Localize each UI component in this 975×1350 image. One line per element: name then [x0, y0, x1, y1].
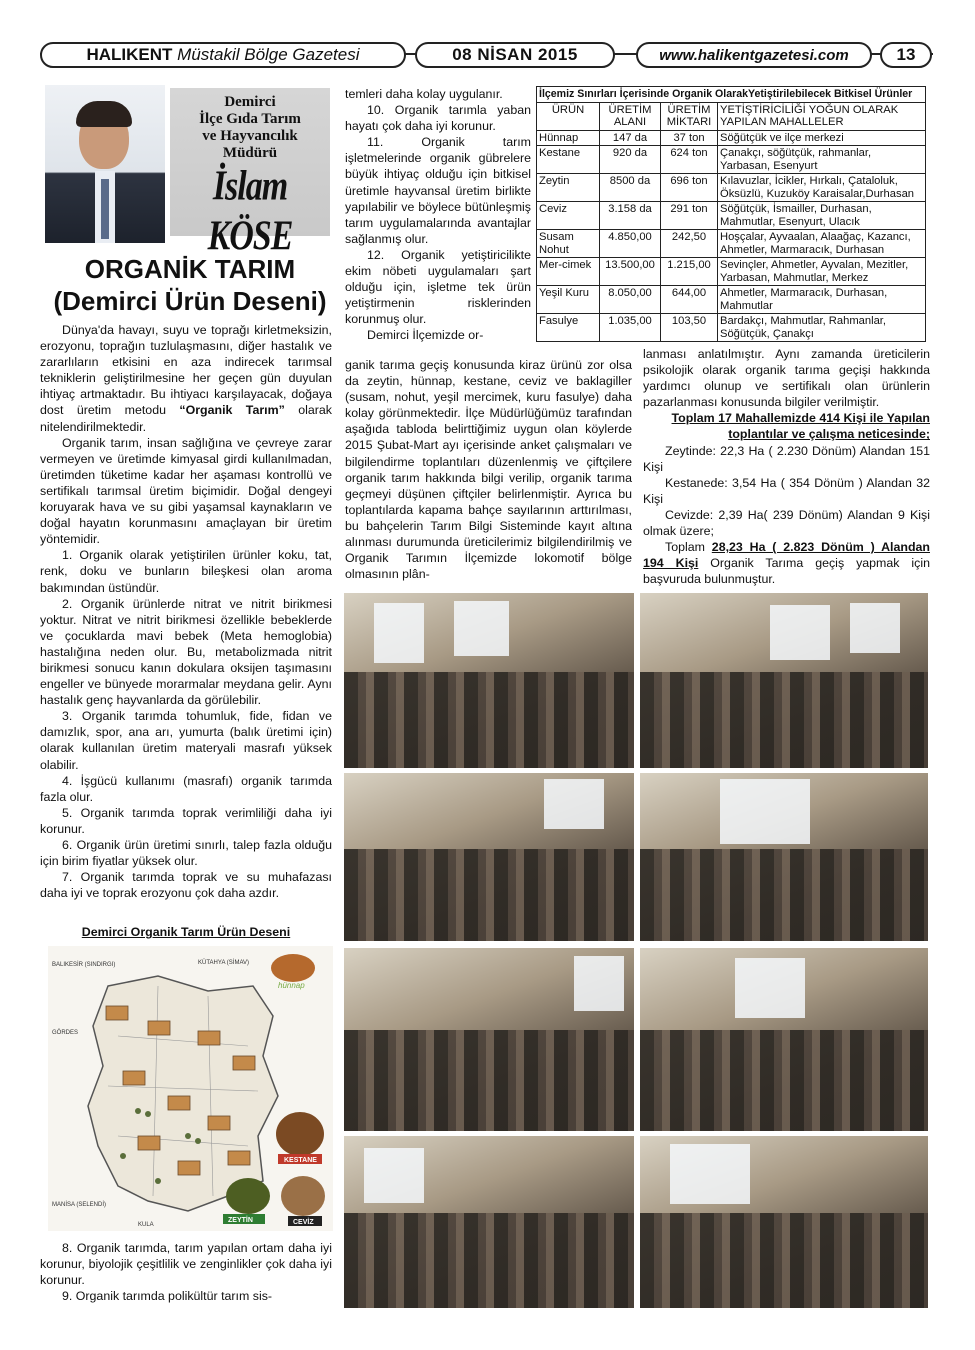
- col2-line-1: temleri daha kolay uygulanır.: [345, 87, 503, 101]
- th-area: ÜRETİM ALANI: [600, 102, 661, 130]
- article-column-3: [643, 346, 930, 587]
- marker: [168, 1096, 190, 1110]
- map-title: Demirci Organik Tarım Ürün Deseni: [81, 925, 291, 939]
- intro-tail: olarak nitelendirilmektedir.: [40, 403, 332, 434]
- cell-villages: Hoşçalar, Ayvaalan, Alaağaç, Kazancı, Ahmetler, Marmaracık, Durhasan: [718, 230, 926, 258]
- profile-photo: [45, 85, 165, 243]
- brand-subtitle: Müstakil Bölge Gazetesi: [177, 45, 360, 64]
- cell-villages: Söğütçük, İsmailler, Durhasan, Mahmutlar, Esenyurt, Ulacık: [718, 202, 926, 230]
- profile-caption-4: Müdürü: [222, 145, 278, 161]
- cell-villages: Sevinçler, Ahmetler, Ayvalan, Mezitler, Yarbasan, Mahmutlar, Merkez: [718, 258, 926, 286]
- col3-total-suffix: Organik Tarıma geçiş yapmak için başvuruda bulunmuştur.: [643, 556, 930, 587]
- meeting-photo-7: [344, 1136, 634, 1308]
- point-11: 11. Organik tarım işletmelerinde organik gübrelere büyük ihtiyaç olduğu için bitkisel üretimle hayvansal üretim birlikte yapılabilir ve böylece bütünleşmiş tarım uygulamalarında avantajlar sağlanmış olur.: [345, 135, 531, 246]
- col3-item-zeytin: Zeytinde: 22,3 Ha ( 2.230 Dönüm) Alandan 151 Kişi: [643, 443, 930, 474]
- article-title-line2: (Demirci Ürün Deseni): [53, 286, 327, 316]
- point-3: 3. Organik tarımda tohumluk, fide, fidan ve damızlık, spor, ana arı, yumurta (balık üretimi için) olarak kullanılan üretim materyali masrafı yüksek olabilir.: [40, 709, 332, 772]
- profile-caption-box: [170, 88, 330, 260]
- cell-villages: Kılavuzlar, İcikler, Hırkalı, Çataloluk, Öksüzlü, Kuzuköy Karaisalar,Durhasan: [718, 174, 926, 202]
- page-number: 13: [896, 45, 916, 64]
- cell-villages: Bardakçı, Mahmutlar, Rahmanlar, Söğütçük, Çanakçı: [718, 314, 926, 342]
- website-box: [636, 42, 872, 68]
- organic-term: “Organik Tarım”: [179, 403, 285, 418]
- marker: [198, 1031, 220, 1045]
- marker: [123, 1071, 145, 1085]
- cell-product: Fasulye: [537, 314, 600, 342]
- point-1: 1. Organik olarak yetiştirilen ürünler koku, tat, renk, doku ve bunların bileşkesi olan aroma bakımından üstündür.: [40, 548, 332, 595]
- cell-villages: Çanakçı, söğütçük, rahmanlar, Yarbasan, Esenyurt: [718, 146, 926, 174]
- article-title-line1: ORGANİK TARIM: [84, 254, 296, 284]
- table-row: [537, 314, 926, 342]
- table-row: [537, 146, 926, 174]
- table-row: [537, 286, 926, 314]
- map-label-zeytin: ZEYTİN: [228, 1217, 253, 1224]
- website-link[interactable]: www.halikentgazetesi.com: [659, 46, 849, 64]
- meeting-photo-1: [344, 593, 634, 768]
- point-8: 8. Organik tarımda, tarım yapılan ortam daha iyi korunur, biyolojik çeşitlilik ve zenginlikler çok daha iyi korunur.: [40, 1241, 332, 1288]
- profile-name: İslam KÖSE: [207, 163, 293, 260]
- definition-paragraph: Organik tarım, insan sağlığına ve çevreye zarar vermeyen ve üretimde kimyasal girdi kullanılmadan, üretimden tüketime kadar her aşaması kontrollü ve sertifikalı tarımsal üretim biçimidir. Doğal dengeyi koruyarak hava ve su gibi yaşamsal kaynakların ve doğal hayatın korunmasını amaçlayan bir üretim yöntemidir.: [40, 435, 332, 547]
- cell-amount: 37 ton: [661, 130, 718, 146]
- organic-products-table: [536, 86, 926, 342]
- cell-area: 920 da: [600, 146, 661, 174]
- article-column-2-wide: [345, 357, 632, 582]
- cell-amount: 644,00: [661, 286, 718, 314]
- map-label-kula: KULA: [138, 1222, 154, 1228]
- page-number-box: [880, 42, 932, 68]
- table-row: [537, 130, 926, 146]
- meeting-photo-4: [640, 773, 928, 941]
- brand-name: HALIKENT: [86, 45, 173, 64]
- masthead-box: [40, 42, 406, 68]
- point-6: 6. Organik ürün üretimi sınırlı, talep fazla olduğu için birim fiyatlar yüksek olur.: [40, 838, 332, 869]
- article-column-2: [345, 86, 531, 344]
- th-product: ÜRÜN: [537, 102, 600, 130]
- map-label-balikesir: BALIKESİR (SINDIRGI): [52, 962, 116, 968]
- product-map: [48, 946, 333, 1231]
- cell-area: 8500 da: [600, 174, 661, 202]
- map-label-gordes: GÖRDES: [52, 1030, 79, 1036]
- cell-villages: Söğütçük ve ilçe merkezi: [718, 130, 926, 146]
- zeytin-image: [226, 1178, 270, 1214]
- map-graphic: [48, 946, 333, 1231]
- table-row: [537, 174, 926, 202]
- meeting-photo-5: [344, 948, 634, 1131]
- point-10: 10. Organik tarımla yaban hayatı çok daha iyi korunur.: [345, 103, 531, 134]
- col2-body: ganik tarıma geçiş konusunda kiraz ürünü zor olsa da zeytin, hünnap, kestane, ceviz ve baklagiller (susam, nohut, yeşil mercimek, kuru fasulye) daha kolay görünmektedir. İlçe Müdürlüğümüz tarafından aşağıda tabloda belirttiğimiz uygun olan köylerde 2015 Şubat-Mart ayı içerisinde anket çalışmaları ve bilgilendirme toplantıları düzenlenmiş ve çiftçilere organik tarım hakkında bilgi verilip, organik tarıma geçmeyi düşünen çiftçiler belirlenmiştir. Ayrıca bu toplantılarda kapama bahçe sayılarının arttırılması, bu bahçelerin Tarım Bilgi Sisteminde kayıt altına alınması durumunda üreticilerimiz bilgilendirilmiş ve Organik Tarımın İlçemizde lokomotif bölge olmasının plân-: [345, 358, 632, 582]
- th-villages: YETİŞTİRİCİLİĞİ YOĞUN OLARAK YAPILAN MAHALLELER: [718, 102, 926, 130]
- cell-villages: Ahmetler, Marmaracık, Durhasan, Mahmutlar: [718, 286, 926, 314]
- th-amount: ÜRETİM MİKTARI: [661, 102, 718, 130]
- marker: [138, 1136, 160, 1150]
- col3-total-prefix: Toplam: [665, 540, 705, 555]
- point-7: 7. Organik tarımda toprak ve su muhafazası daha iyi ve toprak erozyonu çok daha azdır.: [40, 870, 332, 901]
- cell-amount: 103,50: [661, 314, 718, 342]
- cell-product: Mer-cimek: [537, 258, 600, 286]
- cell-area: 3.158 da: [600, 202, 661, 230]
- marker: [106, 1006, 128, 1020]
- cell-area: 13.500,00: [600, 258, 661, 286]
- cell-amount: 1.215,00: [661, 258, 718, 286]
- marker: [233, 1056, 255, 1070]
- cell-product: Susam Nohut: [537, 230, 600, 258]
- cell-product: Hünnap: [537, 130, 600, 146]
- table-header-row: [537, 102, 926, 130]
- point-5: 5. Organik tarımda toprak verimliliği daha iyi korunur.: [40, 805, 332, 836]
- cell-amount: 696 ton: [661, 174, 718, 202]
- map-label-ceviz: CEVİZ: [293, 1219, 314, 1226]
- cell-product: Ceviz: [537, 202, 600, 230]
- table-row: [537, 230, 926, 258]
- marker: [178, 1161, 200, 1175]
- meeting-photo-2: [640, 593, 928, 768]
- meeting-photo-8: [640, 1136, 928, 1308]
- cell-product: Zeytin: [537, 174, 600, 202]
- point-12: 12. Organik yetiştiricilikte ekim nöbeti uygulamaları şart olduğu için, işletme tek ürün yetiştirmenin risklerinden korunmuş olur.: [345, 247, 531, 327]
- marker: [148, 1021, 170, 1035]
- point-9: 9. Organik tarımda polikültür tarım sis-: [62, 1289, 273, 1304]
- article-column-1-bottom: [40, 1240, 332, 1304]
- col3-intro: lanması anlatılmıştır. Aynı zamanda üreticilerin psikolojik olarak organik tarıma geçişi hakkında yardımcı olunup ve sertifikalı olan ürünlerin pazarlanması konusunda bilgiler verilmiştir.: [643, 347, 930, 410]
- profile-caption-3: ve Hayvancılık: [202, 128, 298, 144]
- issue-date: 08 NİSAN 2015: [452, 45, 578, 64]
- table-caption: İlçemiz Sınırları İçerisinde Organik OlarakYetiştirilebilecek Bitkisel Ürünler: [536, 86, 926, 102]
- date-box: [415, 42, 615, 68]
- map-label-selendi: MANİSA (SELENDİ): [52, 1202, 107, 1208]
- meeting-photo-3: [344, 773, 634, 941]
- cell-amount: 624 ton: [661, 146, 718, 174]
- cell-area: 4.850,00: [600, 230, 661, 258]
- col2-demirci: Demirci İlçemizde or-: [367, 328, 484, 343]
- col3-total-bold: 28,23 Ha ( 2.823 Dönüm ) Alandan 194 Kişi: [643, 540, 930, 571]
- cell-amount: 291 ton: [661, 202, 718, 230]
- cell-product: Kestane: [537, 146, 600, 174]
- cell-product: Yeşil Kuru: [537, 286, 600, 314]
- intro-paragraph: Dünya'da havayı, suyu ve toprağı kirletmeksizin, erozyonu, toprağın tuzlulaşmasını, diğer hastalık ve zararlıların etkisini en aza indirecek tarımsal tekniklerin geliştirilmesine her geçen gün duyulan ihtiyaç artmaktadır. Bu ihtiyacı karşılayacak, doğaya dost üretim metodu: [40, 323, 332, 418]
- profile-caption-2: İlçe Gıda Tarım: [199, 111, 301, 127]
- map-label-hunnap: hünnap: [278, 981, 305, 990]
- ceviz-image: [281, 1176, 325, 1216]
- point-2: 2. Organik ürünlerde nitrat ve nitrit birikmesi yoktur. Nitrat ve nitrit birikmesi özellikle bebeklerde ve çocuklarda mavi bebek (Meta hemoglobia) hastalığına neden olur. Bu, metabolizmada nitrit birikmesi sonucu kanın dokulara oksijen taşımasını engeller ve bünyede morarmalar meydana gelir. Aynı hastalık genç hayvanlarda da görülebilir.: [40, 596, 332, 708]
- profile-caption-1: Demirci: [224, 94, 276, 110]
- article-title: [40, 253, 340, 317]
- hunnap-image: [271, 954, 315, 982]
- article-column-1: [40, 322, 332, 901]
- map-label-kutahya: KÜTAHYA (SİMAV): [198, 960, 250, 966]
- marker: [208, 1116, 230, 1130]
- kestane-image: [276, 1112, 324, 1156]
- marker: [228, 1151, 250, 1165]
- cell-amount: 242,50: [661, 230, 718, 258]
- cell-area: 147 da: [600, 130, 661, 146]
- cell-area: 1.035,00: [600, 314, 661, 342]
- map-label-kestane: KESTANE: [284, 1157, 317, 1164]
- col3-heading: Toplam 17 Mahallemizde 414 Kişi ile Yapılan toplantılar ve çalışma neticesinde;: [671, 411, 930, 442]
- table-row: [537, 258, 926, 286]
- col3-item-ceviz: Cevizde: 2,39 Ha( 239 Dönüm) Alandan 9 Kişi olmak üzere;: [643, 507, 930, 539]
- meeting-photo-6: [640, 948, 928, 1131]
- point-4: 4. İşgücü kullanımı (masrafı) organik tarımda fazla olur.: [40, 773, 332, 804]
- col3-item-kestane: Kestanede: 3,54 Ha ( 354 Dönüm ) Alandan 32 Kişi: [643, 475, 930, 506]
- table-row: [537, 202, 926, 230]
- cell-area: 8.050,00: [600, 286, 661, 314]
